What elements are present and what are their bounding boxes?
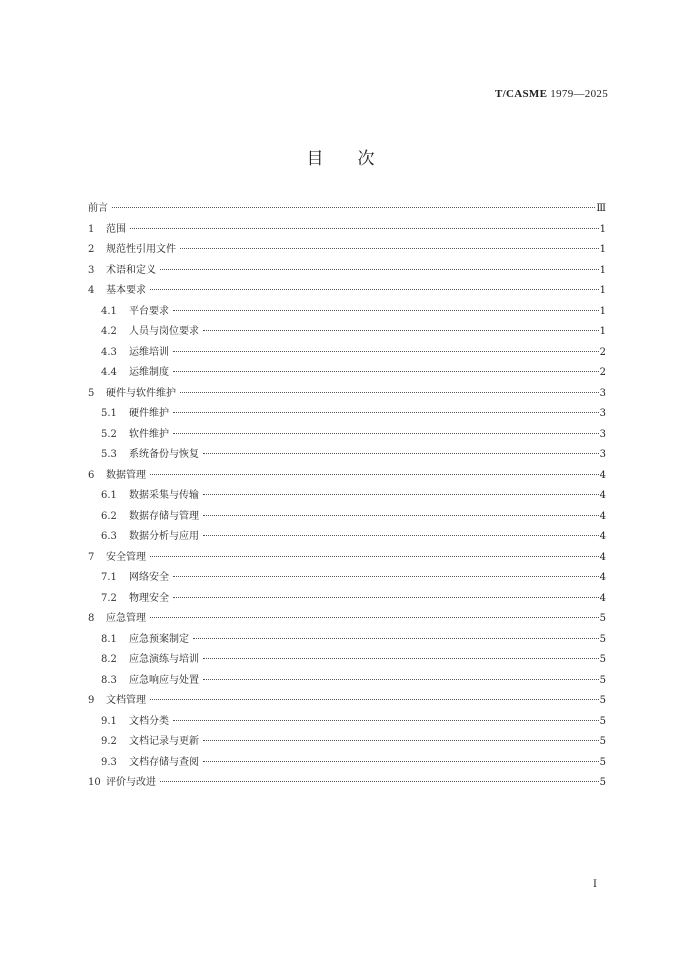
- toc-entry[interactable]: [88, 773, 606, 794]
- toc-entry[interactable]: [88, 281, 606, 302]
- toc-entry-page: 3: [599, 449, 606, 460]
- toc-entry-title: 系统备份与恢复: [129, 449, 199, 460]
- toc-dot-leader: [203, 679, 599, 680]
- toc-entry[interactable]: [88, 240, 606, 261]
- toc-entry[interactable]: [88, 425, 606, 446]
- toc-entry-title: 文档记录与更新: [129, 736, 199, 747]
- toc-entry-page: 5: [599, 633, 606, 645]
- toc-entry-number: 5.2: [101, 428, 117, 440]
- toc-entry-title: 应急演练与培训: [129, 654, 199, 665]
- toc-entry-page: 1: [599, 223, 606, 235]
- toc-entry-page: 1: [599, 285, 606, 296]
- toc-entry-page: 5: [599, 736, 606, 747]
- toc-entry-number: 8: [88, 613, 95, 624]
- toc-dot-leader: [203, 535, 599, 536]
- toc-dot-leader: [180, 392, 599, 393]
- toc-entry[interactable]: [88, 384, 606, 405]
- toc-entry[interactable]: [88, 691, 606, 712]
- toc-title: 目次: [306, 149, 409, 169]
- toc-entry-page: 2: [599, 367, 606, 378]
- toc-entry-number: 6: [88, 469, 95, 481]
- toc-entry-number: 3: [88, 264, 95, 276]
- toc-entry-title: 人员与岗位要求: [129, 326, 199, 337]
- toc-dot-leader: [203, 761, 599, 762]
- toc-dot-leader: [203, 740, 599, 741]
- toc-entry-page: 1: [599, 326, 606, 337]
- toc-entry-page: Ⅲ: [596, 203, 606, 214]
- toc-entry-title: 硬件维护: [129, 408, 169, 419]
- toc-entry-title: 软件维护: [129, 428, 169, 440]
- toc-entry-page: 3: [599, 408, 606, 419]
- toc-entry-page: 1: [599, 305, 606, 317]
- toc-entry[interactable]: [88, 507, 606, 528]
- toc-entry-title: 数据管理: [106, 469, 146, 481]
- toc-dot-leader: [112, 207, 595, 208]
- toc-entry-title: 数据存储与管理: [129, 510, 199, 522]
- toc-entry-number: 8.1: [101, 633, 117, 645]
- toc-entry-number: 9.3: [101, 756, 117, 768]
- toc-entry-title: 应急管理: [106, 613, 146, 624]
- toc-dot-leader: [173, 371, 599, 372]
- standard-number: 1979—2025: [550, 88, 608, 100]
- toc-entry-page: 3: [599, 387, 606, 399]
- toc-dot-leader: [173, 412, 599, 413]
- toc-entry-number: 5: [88, 387, 95, 399]
- toc-entry-number: 9.2: [101, 736, 117, 747]
- toc-entry-number: 9: [88, 695, 95, 706]
- toc-entry[interactable]: [88, 404, 606, 425]
- toc-entry-number: 7: [88, 551, 95, 563]
- toc-entry-number: 5.1: [101, 408, 117, 419]
- toc-entry-page: 4: [599, 510, 606, 522]
- toc-entry-title: 术语和定义: [106, 264, 156, 276]
- page-number: I: [593, 879, 597, 890]
- toc-dot-leader: [203, 658, 599, 659]
- toc-dot-leader: [160, 781, 599, 782]
- toc-dot-leader: [150, 474, 599, 475]
- toc-dot-leader: [173, 576, 599, 577]
- toc-entry-title: 应急响应与处置: [129, 674, 199, 686]
- toc-entry[interactable]: [88, 712, 606, 733]
- toc-entry-number: 7.2: [101, 592, 117, 604]
- toc-dot-leader: [173, 597, 599, 598]
- toc-entry-page: 4: [599, 531, 606, 542]
- toc-dot-leader: [203, 453, 599, 454]
- toc-entry-number: 4.1: [101, 305, 117, 317]
- toc-entry-title: 硬件与软件维护: [106, 387, 176, 399]
- toc-entry[interactable]: [88, 261, 606, 282]
- toc-entry[interactable]: [88, 322, 606, 343]
- toc-entry-number: 5.3: [101, 449, 117, 460]
- toc-entry[interactable]: [88, 445, 606, 466]
- toc-entry-title: 前言: [88, 203, 108, 214]
- toc-dot-leader: [173, 310, 599, 311]
- toc-entry-title: 文档分类: [129, 715, 169, 727]
- toc-entry-title: 评价与改进: [106, 777, 156, 788]
- toc-dot-leader: [150, 556, 599, 557]
- toc-dot-leader: [173, 433, 599, 434]
- toc-entry[interactable]: [88, 363, 606, 384]
- toc-entry[interactable]: [88, 466, 606, 487]
- toc-dot-leader: [150, 699, 599, 700]
- standard-org-code: T/CASME: [495, 88, 548, 100]
- toc-entry-number: 10: [88, 777, 101, 788]
- toc-entry-number: 2: [88, 244, 95, 255]
- toc-entry-title: 运维制度: [129, 367, 169, 378]
- toc-entry[interactable]: [88, 753, 606, 774]
- toc-entry-title: 数据分析与应用: [129, 531, 199, 542]
- toc-dot-leader: [203, 515, 599, 516]
- toc-entry-number: 4.2: [101, 326, 117, 337]
- toc-entry-title: 文档存储与查阅: [129, 756, 199, 768]
- toc-entry-page: 2: [599, 346, 606, 358]
- toc-dot-leader: [173, 720, 599, 721]
- toc-dot-leader: [193, 638, 599, 639]
- toc-dot-leader: [180, 248, 599, 249]
- toc-dot-leader: [203, 330, 599, 331]
- toc-entry-page: 4: [599, 469, 606, 481]
- toc-entry[interactable]: [88, 199, 606, 220]
- toc-entry[interactable]: [88, 589, 606, 610]
- toc-entry[interactable]: [88, 527, 606, 548]
- toc-entry-page: 5: [599, 715, 606, 727]
- toc-entry-page: 5: [599, 756, 606, 768]
- toc-entry-title: 运维培训: [129, 346, 169, 358]
- toc-entry-page: 3: [599, 428, 606, 440]
- toc-entry-page: 5: [599, 674, 606, 686]
- toc-entry-page: 4: [599, 592, 606, 604]
- toc-entry[interactable]: [88, 343, 606, 364]
- toc-entry-page: 5: [599, 777, 606, 788]
- toc-entry-page: 4: [599, 551, 606, 563]
- toc-entry[interactable]: [88, 548, 606, 569]
- toc-entry-title: 安全管理: [106, 551, 146, 563]
- toc-entry-number: 4.3: [101, 346, 117, 358]
- toc-entry[interactable]: [88, 486, 606, 507]
- toc-entry-page: 4: [599, 572, 606, 583]
- toc-entry[interactable]: [88, 609, 606, 630]
- toc-entry[interactable]: [88, 568, 606, 589]
- toc-entry[interactable]: [88, 650, 606, 671]
- toc-list: [88, 199, 606, 794]
- toc-entry-number: 4: [88, 285, 95, 296]
- toc-entry[interactable]: [88, 630, 606, 651]
- toc-entry-title: 应急预案制定: [129, 633, 189, 645]
- toc-entry[interactable]: [88, 671, 606, 692]
- toc-entry-page: 1: [599, 264, 606, 276]
- document-code: [495, 88, 608, 100]
- toc-dot-leader: [150, 289, 599, 290]
- toc-entry-number: 6.3: [101, 531, 117, 542]
- toc-entry-page: 1: [599, 244, 606, 255]
- toc-dot-leader: [130, 228, 599, 229]
- toc-dot-leader: [173, 351, 599, 352]
- toc-entry-number: 9.1: [101, 715, 117, 727]
- toc-entry-title: 规范性引用文件: [106, 244, 176, 255]
- toc-entry-page: 5: [599, 654, 606, 665]
- toc-entry-number: 4.4: [101, 367, 117, 378]
- toc-entry-page: 4: [599, 490, 606, 501]
- toc-entry-number: 7.1: [101, 572, 117, 583]
- toc-entry-number: 8.3: [101, 674, 117, 686]
- toc-entry-page: 5: [599, 695, 606, 706]
- toc-entry-number: 6.1: [101, 490, 117, 501]
- toc-entry-title: 基本要求: [106, 285, 146, 296]
- toc-entry[interactable]: [88, 732, 606, 753]
- toc-entry-title: 平台要求: [129, 305, 169, 317]
- toc-dot-leader: [150, 617, 599, 618]
- toc-entry-title: 文档管理: [106, 695, 146, 706]
- toc-entry-title: 物理安全: [129, 592, 169, 604]
- toc-entry-number: 1: [88, 223, 95, 235]
- toc-dot-leader: [203, 494, 599, 495]
- toc-entry-number: 8.2: [101, 654, 117, 665]
- toc-entry-title: 网络安全: [129, 572, 169, 583]
- toc-entry-number: 6.2: [101, 510, 117, 522]
- toc-entry-title: 范围: [106, 223, 126, 235]
- toc-entry-page: 5: [599, 613, 606, 624]
- toc-entry-title: 数据采集与传输: [129, 490, 199, 501]
- toc-entry[interactable]: [88, 302, 606, 323]
- toc-dot-leader: [160, 269, 599, 270]
- toc-entry[interactable]: [88, 220, 606, 241]
